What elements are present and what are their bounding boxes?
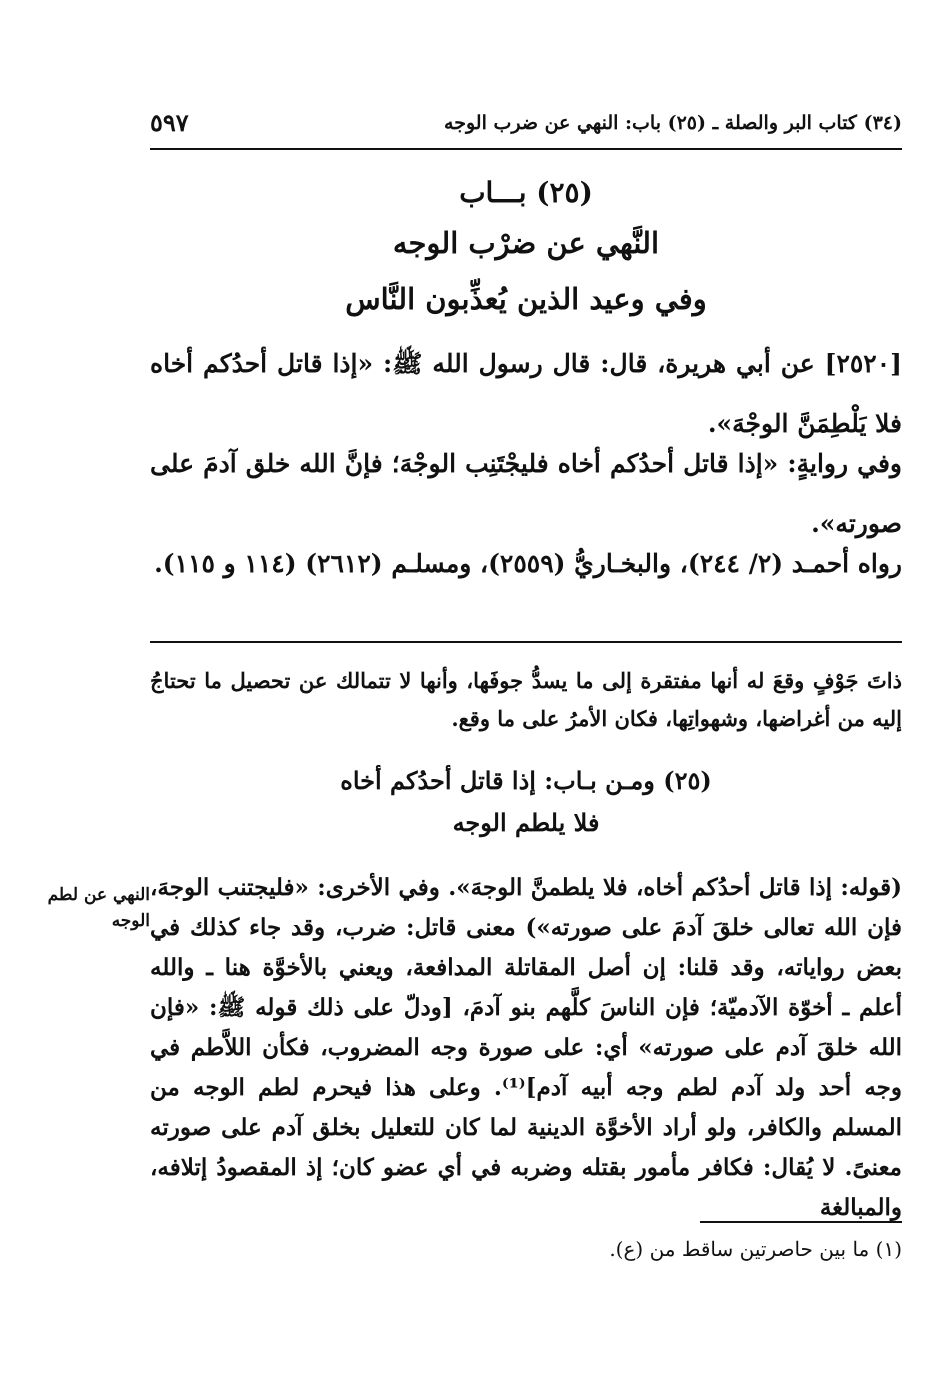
footnote-divider [700,1221,902,1223]
chapter-title: النَّهي عن ضرْب الوجه [392,226,660,260]
hadith-text: [٢٥٢٠] عن أبي هريرة، قال: قال رسول الله ﷺ: «إذا قاتل أحدُكم أخاه فلا يَلْطِمَنَّ الوجْهَ». [150,349,902,438]
commentary-heading: (٢٥) ومـن بـاب: إذا قاتل أحدُكم أخاه [340,766,712,795]
hadith-variant: وفي روايةٍ: «إذا قاتل أحدُكم أخاه فليجْتَنِب الوجْهَ؛ فإنَّ الله خلق آدمَ على صورته». [150,449,902,538]
running-title: (٣٤) كتاب البر والصلة ـ (٢٥) باب: النهي عن ضرب الوجه [444,112,902,134]
chapter-subtitle: وفي وعيد الذين يُعذِّبون النَّاس [345,282,707,316]
margin-note: النهي عن لطم الوجه [47,885,150,931]
chapter-number: (٢٥) بـــاب [459,176,593,209]
commentary-intro: ذاتَ جَوْفٍ وقعَ له أنها مفتقرة إلى ما يسدُّ جوفَها، وأنها لا تتمالك عن تحصيل ما تحتاجُ إليه من أغراضها، وشهواتِها، فكان الأمرُ على ما وقع. [150,668,902,731]
commentary-heading-cont: فلا يلطم الوجه [452,808,600,837]
footnote: (١) ما بين حاصرتين ساقط من (ع). [609,1237,902,1261]
section-divider [150,641,902,643]
header-divider [150,148,902,150]
page-number: ٥٩٧ [150,108,189,137]
hadith-sources: رواه أحمـد (٢/ ٢٤٤)، والبخـاريُّ (٢٥٥٩)، ومسلـم (٢٦١٢) (١١٤ و ١١٥). [154,549,902,578]
commentary-body: (قوله: إذا قاتل أحدُكم أخاه، فلا يلطمنَّ الوجهَ». وفي الأخرى: «فليجتنب الوجهَ، فإن الله تعالى خلقَ آدمَ على صورته») معنى قاتل: ضرب، وقد جاء كذلك في بعض رواياته، وقد قلنا: إن أصل المقاتلة المدافعة، ويعني بالأخوَّة هنا ـ والله أعلم ـ أخوّة الآدميّة؛ فإن الناسَ كلَّهم بنو آدمَ، [ودلّ على ذلك قوله ﷺ: «فإن الله خلقَ آدم على صورته» أي: على صورة وجه المضروب، فكأن اللاَّطم في وجه أحد ولد آدم لطم وجه أبيه آدم]⁽¹⁾. وعلى هذا فيحرم لطم الوجه من المسلم والكافر، ولو أراد الأخوَّة الدينية لما كان للتعليل بخلق آدم على صورته معنىً. لا يُقال: فكافر مأمور بقتله وضربه في أي عضو كان؛ إذ المقصودُ إتلافه، والمبالغة [150,874,902,1221]
page-header [150,108,902,146]
